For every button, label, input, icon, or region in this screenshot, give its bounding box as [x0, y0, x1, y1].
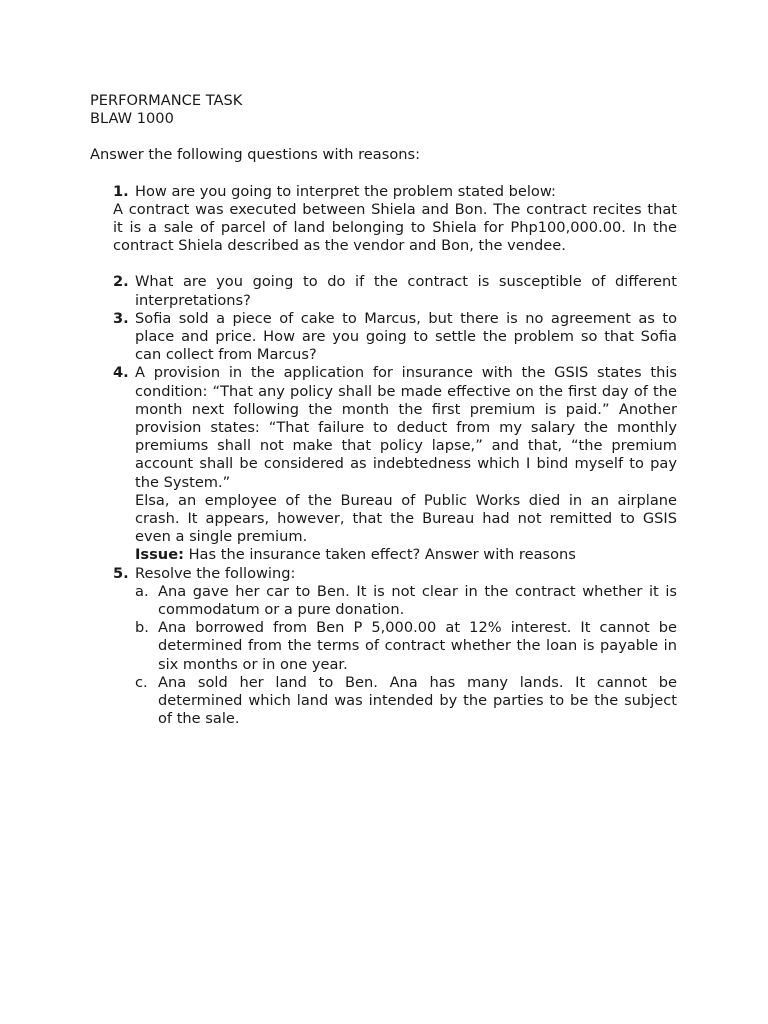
course-code: BLAW 1000	[90, 110, 174, 128]
sub-item-c-letter: c.	[135, 673, 148, 691]
issue-text: Has the insurance taken effect? Answer with reasons	[188, 546, 576, 564]
document-page	[90, 92, 677, 729]
question-4-number: 4.	[113, 364, 129, 382]
question-3-text: Sofia sold a piece of cake to Marcus, but there is no agreement as to place and price. How are you going to settle the problem so that Sofia can collect from Marcus?	[135, 309, 677, 364]
question-1-number: 1.	[113, 182, 129, 200]
sub-item-b-text: Ana borrowed from Ben P 5,000.00 at 12% interest. It cannot be determined from the terms of contract whether the loan is payable in six months or in one year.	[158, 619, 677, 673]
sub-item-a	[90, 583, 677, 619]
question-4-case: Elsa, an employee of the Bureau of Public Works died in an airplane crash. It appears, however, that the Bureau had not remitted to GSIS even a single premium.	[135, 491, 677, 546]
question-1-body: A contract was executed between Shiela and Bon. The contract recites that it is a sale of parcel of land belonging to Shiela for Php100,000.00. In the contract Shiela described as the vendor and Bon, the vendee.	[113, 200, 677, 255]
question-4-text: A provision in the application for insurance with the GSIS states this condition: “That any policy shall be made effective on the first day of the month next following the month the first premium is paid.” Another provision states: “That failure to deduct from my salary the monthly premiums shall not make that policy lapse,” and that, “the premium account shall be considered as indebtedness which I bind myself to pay the System.”	[135, 364, 677, 491]
sub-item-b	[90, 619, 677, 674]
sub-item-a-text: Ana gave her car to Ben. It is not clear in the contract whether it is commodatum or a pure donation.	[158, 582, 677, 619]
question-3	[90, 310, 677, 365]
instruction-text: Answer the following questions with reasons:	[90, 146, 421, 164]
question-5	[90, 565, 677, 583]
sub-item-b-letter: b.	[135, 619, 149, 637]
question-4	[90, 364, 677, 491]
question-1	[90, 183, 677, 201]
question-5-number: 5.	[113, 564, 129, 582]
sub-item-a-letter: a.	[135, 582, 149, 600]
sub-item-c	[90, 674, 677, 729]
question-2-number: 2.	[113, 273, 129, 291]
question-2-text: What are you going to do if the contract is susceptible of different interpretations?	[135, 273, 677, 309]
issue-label: Issue:	[135, 546, 184, 564]
sub-item-c-text: Ana sold her land to Ben. Ana has many lands. It cannot be determined which land was intended by the parties to be the subject of the sale.	[158, 673, 677, 728]
document-title: PERFORMANCE TASK	[90, 92, 243, 109]
question-1-prompt: How are you going to interpret the problem stated below:	[135, 182, 556, 200]
question-4-issue	[90, 546, 677, 564]
question-2	[90, 273, 677, 309]
question-5-text: Resolve the following:	[135, 564, 296, 582]
question-3-number: 3.	[113, 309, 129, 327]
